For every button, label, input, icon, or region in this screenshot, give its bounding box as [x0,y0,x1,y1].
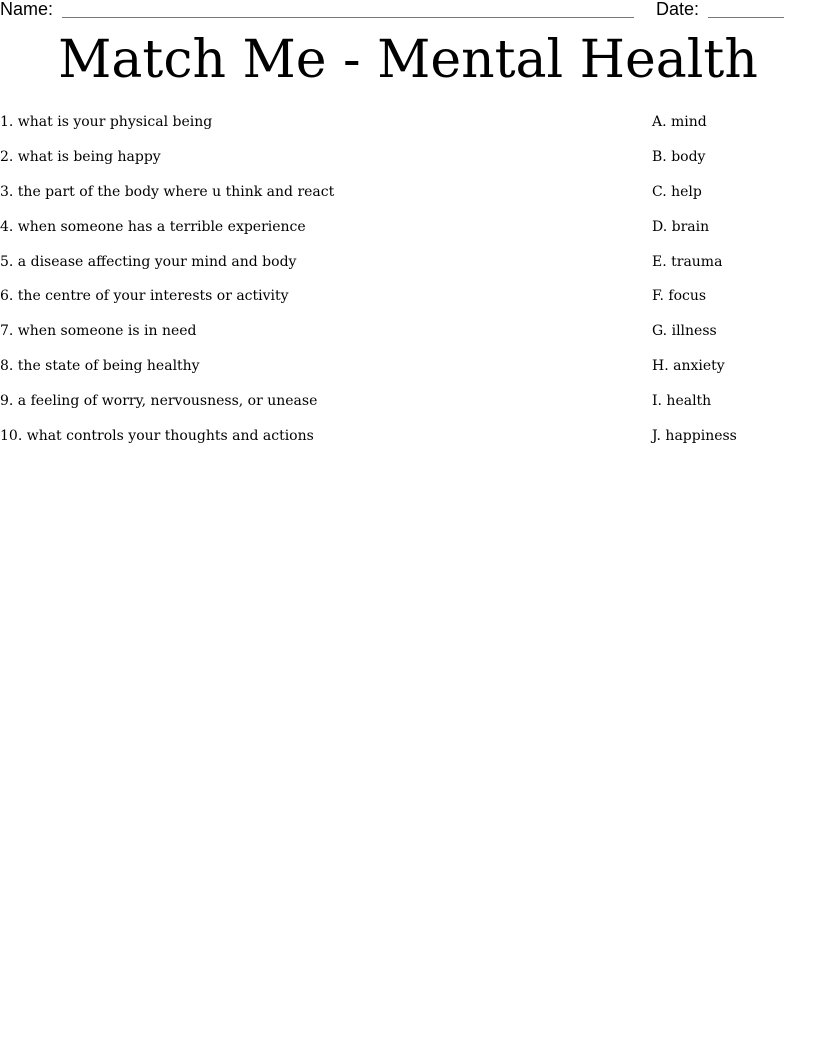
question-item: 4. when someone has a terrible experience [0,218,306,235]
question-item: 6. the centre of your interests or activity [0,288,289,305]
answer-item: A. mind [652,114,707,130]
question-item: 7. when someone is in need [0,323,197,340]
date-label: Date: [656,0,700,19]
header-row [0,0,816,22]
answer-item: B. body [652,148,706,165]
question-item: 1. what is your physical being [0,114,213,130]
question-item: 9. a feeling of worry, nervousness, or unease [0,393,318,410]
answer-item: G. illness [652,323,717,340]
answer-item: F. focus [652,288,707,305]
name-blank-line [62,17,634,18]
name-label: Name: [0,0,54,19]
answer-item: I. health [652,393,712,410]
answer-list [652,112,737,461]
question-item: 8. the state of being healthy [0,358,200,375]
question-list [0,112,334,461]
question-item: 10. what controls your thoughts and actions [0,428,314,445]
answer-item: J. happiness [652,428,737,445]
answer-item: H. anxiety [652,358,725,375]
answer-item: D. brain [652,218,710,235]
answer-item: E. trauma [652,253,723,270]
page-title: Match Me - Mental Health [58,30,758,90]
question-item: 2. what is being happy [0,148,161,165]
question-item: 3. the part of the body where u think and react [0,183,335,200]
question-item: 5. a disease affecting your mind and body [0,253,297,270]
date-blank-line [708,17,784,18]
answer-item: C. help [652,183,702,200]
